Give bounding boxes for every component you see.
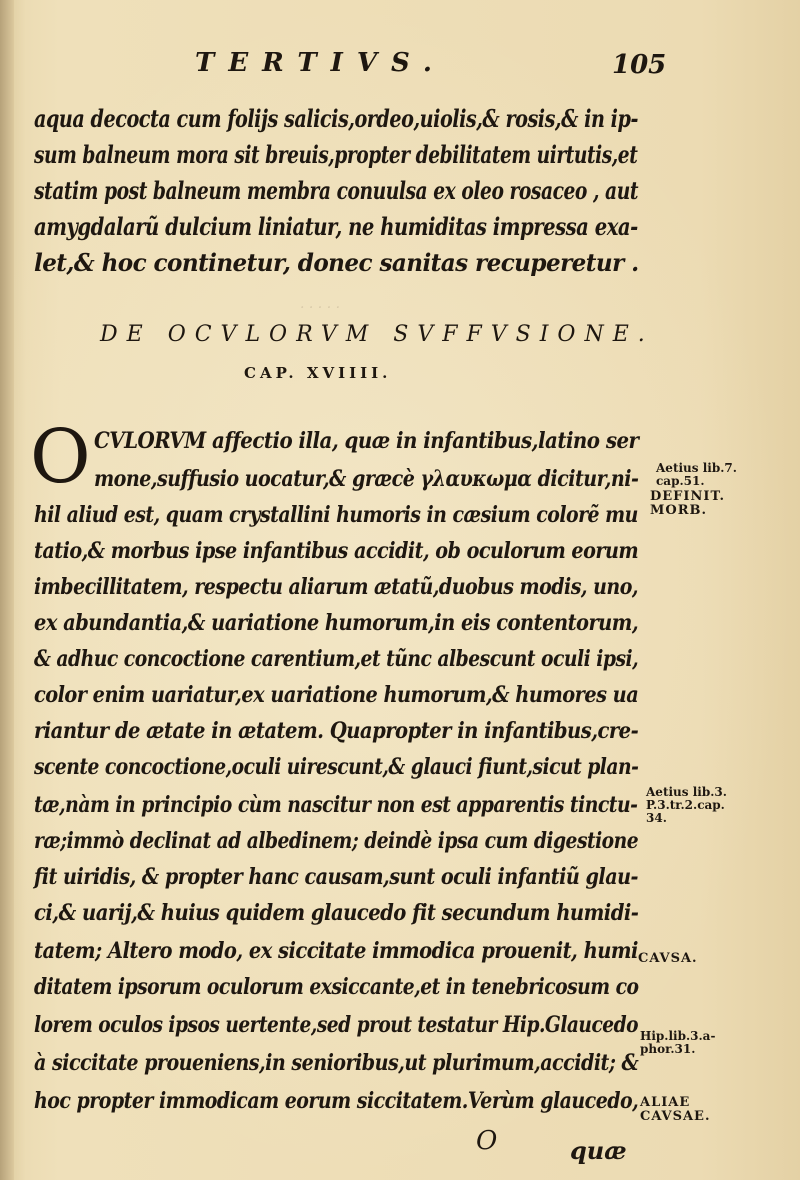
- text-line: ci,& uarij,& huius quidem glaucedo fit secundum humidi-: [34, 900, 639, 926]
- text-line: CVLORVM affectio illa, quæ in infantibus,latino ser: [94, 428, 639, 454]
- margin-heading: DEFINIT. MORB.: [650, 489, 725, 518]
- text-line: hil aliud est, quam crystallini humoris in cæsium colorẽ mu: [34, 502, 638, 528]
- text-line: & adhuc concoctione carentium,et tũnc albescunt oculi ipsi,: [34, 646, 639, 672]
- margin-heading: CAVSA.: [638, 951, 698, 966]
- signature-mark: O: [476, 1126, 498, 1156]
- text-line: amygdalarũ dulcium liniatur, ne humiditas impressa exa-: [34, 212, 638, 241]
- text-line: aqua decocta cum folijs salicis,ordeo,uiolis,& rosis,& in ip-: [34, 104, 638, 133]
- show-through-text: · · · · ·: [300, 300, 341, 316]
- text-line: statim post balneum membra conuulsa ex oleo rosaceo , aut: [34, 176, 639, 205]
- running-head: TERTIVS.: [195, 48, 446, 78]
- text-line: fit uiridis, & propter hanc causam,sunt oculi infantiũ glau-: [34, 864, 639, 890]
- text-line: à siccitate proueniens,in senioribus,ut plurimum,accidit; &: [34, 1050, 639, 1076]
- text-line: ex abundantia,& uariatione humorum,in eis contentorum,: [34, 610, 639, 636]
- text-line: tatio,& morbus ipse infantibus accidit, ob oculorum eorum: [34, 538, 639, 564]
- margin-reference: Aetius lib.7. cap.51.: [656, 461, 737, 488]
- margin-reference: Aetius lib.3. P.3.tr.2.cap. 34.: [646, 785, 727, 825]
- text-line: imbecillitatem, respectu aliarum ætatũ,duobus modis, uno,: [34, 574, 638, 600]
- chapter-number: CAP. XVIIII.: [244, 364, 392, 382]
- catchword: quæ: [570, 1136, 627, 1165]
- margin-heading: ALIAE CAVSAE.: [640, 1095, 711, 1124]
- text-line: sum balneum mora sit breuis,propter debilitatem uirtutis,et: [34, 140, 638, 169]
- text-line: let,& hoc continetur, donec sanitas recuperetur .: [34, 248, 639, 277]
- margin-reference: Hip.lib.3.a- phor.31.: [640, 1029, 716, 1056]
- text-line: hoc propter immodicam eorum siccitatem.Verùm glaucedo,: [34, 1088, 639, 1114]
- chapter-title: DE OCVLORVM SVFFVSIONE.: [100, 322, 654, 347]
- page-gutter: [0, 0, 14, 1180]
- text-line: riantur de ætate in ætatem. Quapropter in infantibus,cre-: [34, 718, 639, 744]
- text-line: ditatem ipsorum oculorum exsiccante,et in tenebricosum co: [34, 974, 639, 1000]
- page-number: 105: [612, 50, 667, 80]
- drop-cap: O: [30, 414, 91, 500]
- text-line: lorem oculos ipsos uertente,sed prout testatur Hip.Glaucedo: [34, 1012, 639, 1038]
- text-line: mone,suffusio uocatur,& græcè γλαυκωμα dicitur,ni-: [94, 466, 639, 492]
- text-line: scente concoctione,oculi uirescunt,& glauci fiunt,sicut plan-: [34, 754, 639, 780]
- text-line: ræ;immò declinat ad albedinem; deindè ipsa cum digestione: [34, 828, 639, 854]
- text-line: tatem; Altero modo, ex siccitate immodica prouenit, humi: [34, 938, 638, 964]
- text-line: tæ,nàm in principio cùm nascitur non est apparentis tinctu-: [34, 792, 638, 818]
- text-line: color enim uariatur,ex uariatione humorum,& humores ua: [34, 682, 639, 708]
